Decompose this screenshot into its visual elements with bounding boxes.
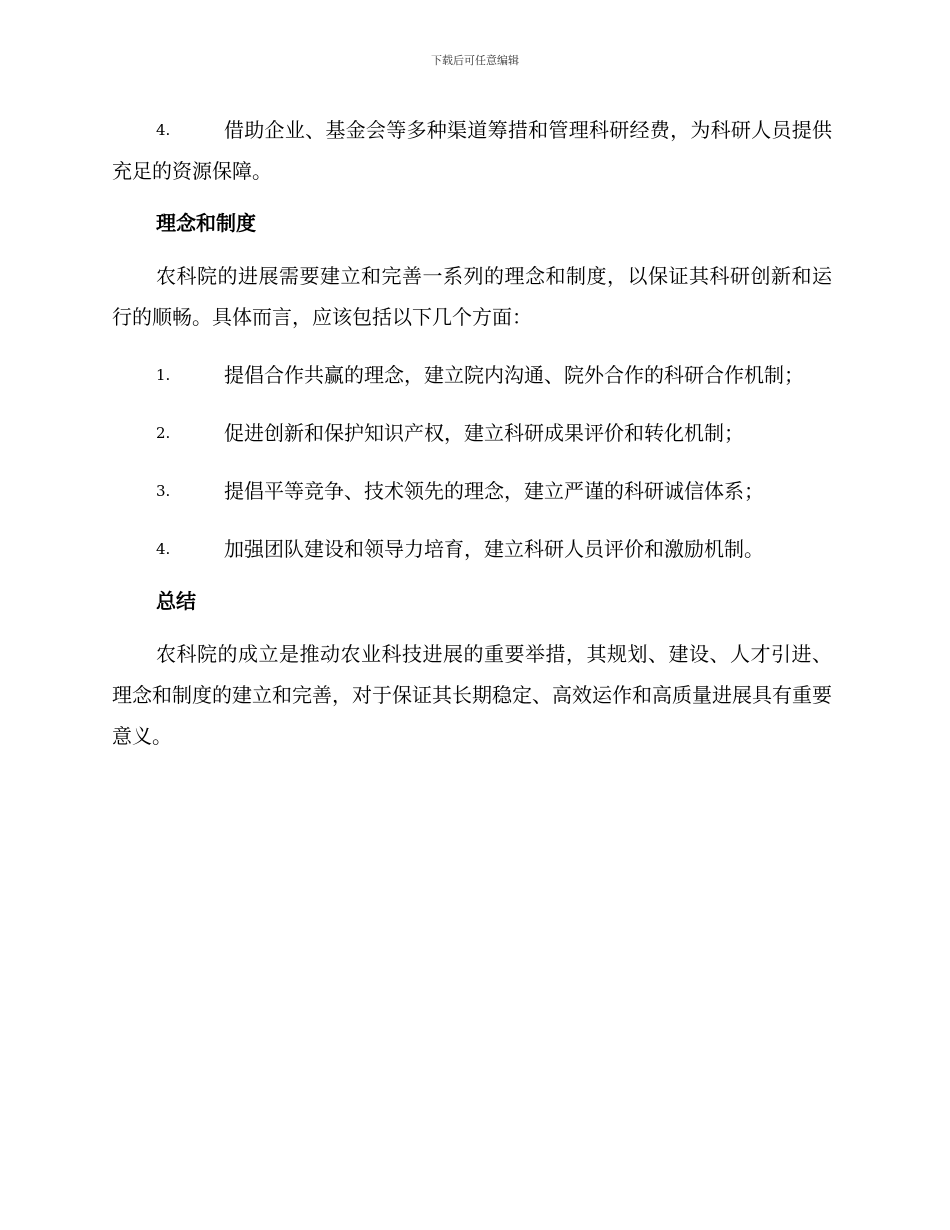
list-item-text: 提倡合作共赢的理念，建立院内沟通、院外合作的科研合作机制；	[224, 363, 804, 387]
list-item	[112, 110, 832, 192]
list-item	[112, 355, 832, 396]
section-heading-concepts: 理念和制度	[156, 211, 256, 235]
list-item-text: 借助企业、基金会等多种渠道筹措和管理科研经费，为科研人员提供充足的资源保障。	[112, 118, 832, 183]
list-item-text: 加强团队建设和领导力培育，建立科研人员评价和激励机制。	[224, 537, 764, 561]
list-item-number: 1.	[156, 366, 171, 384]
list-item	[112, 413, 832, 454]
page-header: 下载后可任意编辑	[431, 54, 519, 67]
section-intro-paragraph: 农科院的进展需要建立和完善一系列的理念和制度，以保证其科研创新和运行的顺畅。具体而言，应该包括以下几个方面：	[112, 264, 832, 329]
list-item	[112, 529, 832, 570]
list-item-number: 4.	[156, 121, 171, 139]
list-item	[112, 471, 832, 512]
list-item-number: 3.	[156, 482, 171, 500]
list-item-number: 2.	[156, 424, 171, 442]
section-heading-summary: 总结	[156, 589, 196, 613]
document-body	[112, 110, 832, 774]
list-item-text: 提倡平等竞争、技术领先的理念，建立严谨的科研诚信体系；	[224, 479, 764, 503]
list-item-text: 促进创新和保护知识产权，建立科研成果评价和转化机制；	[224, 421, 744, 445]
summary-paragraph: 农科院的成立是推动农业科技进展的重要举措，其规划、建设、人才引进、理念和制度的建立和完善，对于保证其长期稳定、高效运作和高质量进展具有重要意义。	[112, 642, 832, 748]
list-item-number: 4.	[156, 540, 171, 558]
